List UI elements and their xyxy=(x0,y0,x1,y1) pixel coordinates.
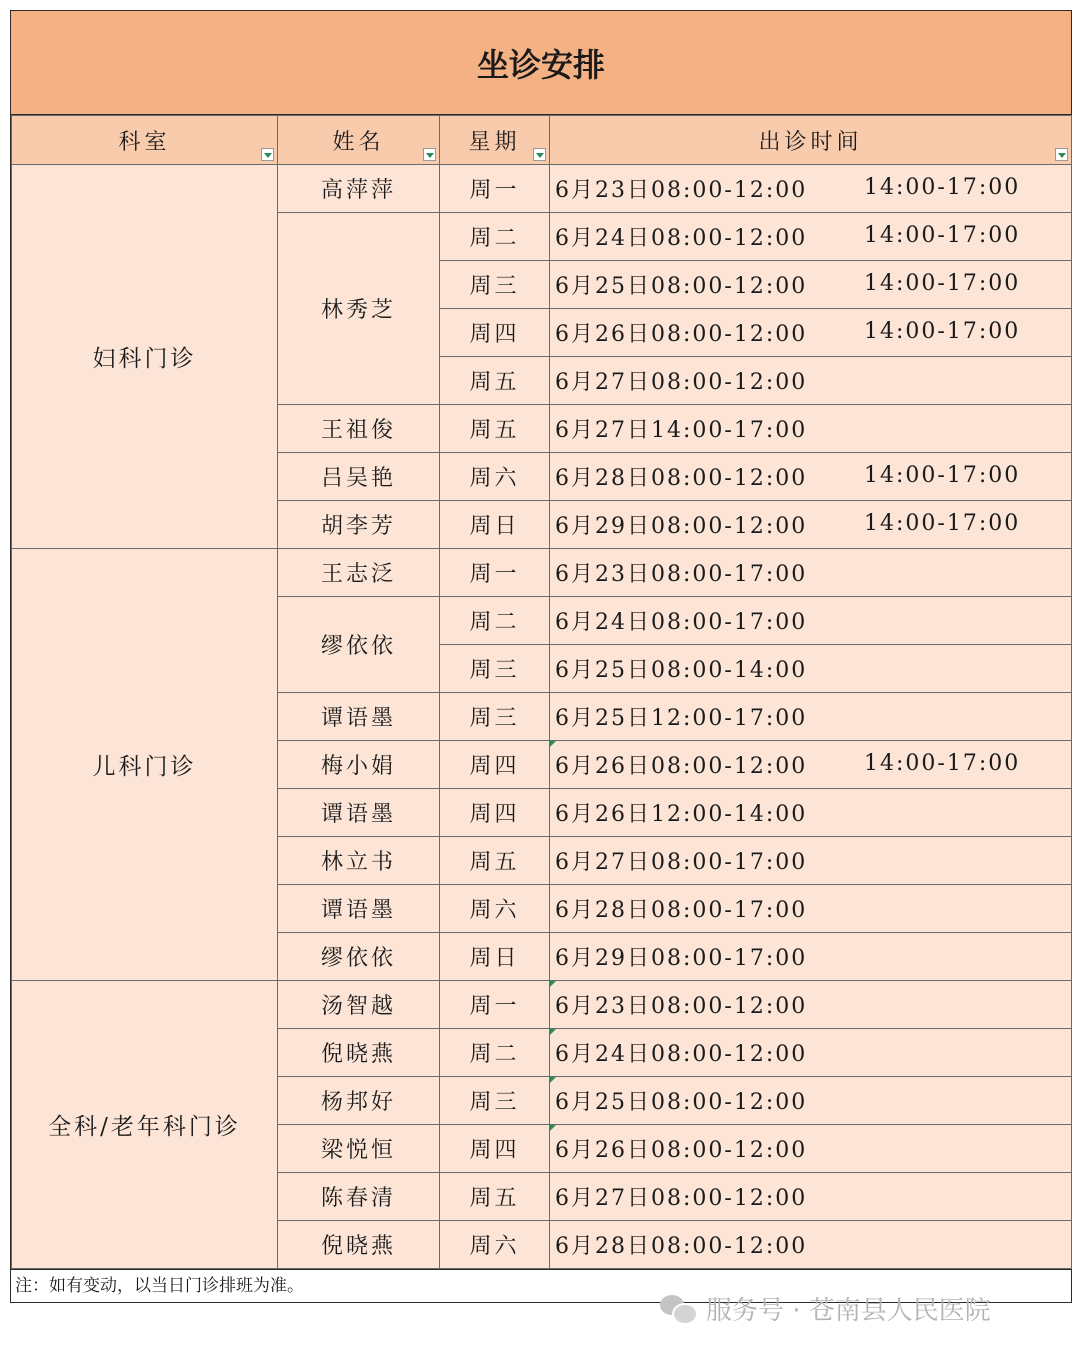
page-title: 坐诊安排 xyxy=(11,11,1071,115)
time-cell: 6月25日08:00-12:00 14:00-17:00 xyxy=(550,261,1072,309)
cell-comment-marker xyxy=(550,981,556,987)
table-row xyxy=(12,165,1072,213)
weekday-cell: 周一 xyxy=(440,165,550,213)
time-cell: 6月27日14:00-17:00 xyxy=(550,405,1072,453)
filter-dropdown-icon[interactable] xyxy=(533,148,546,161)
time-cell: 6月23日08:00-12:00 xyxy=(550,981,1072,1029)
time-cell: 6月27日08:00-12:00 xyxy=(550,357,1072,405)
doctor-name: 高萍萍 xyxy=(278,165,440,213)
weekday-cell: 周六 xyxy=(440,453,550,501)
weekday-cell: 周三 xyxy=(440,645,550,693)
weekday-cell: 周三 xyxy=(440,261,550,309)
watermark-text: 服务号 · 苍南县人民医院 xyxy=(706,1295,991,1326)
doctor-name: 谭语墨 xyxy=(278,693,440,741)
time-cell: 6月28日08:00-17:00 xyxy=(550,885,1072,933)
weekday-cell: 周二 xyxy=(440,597,550,645)
department-cell: 全科/老年科门诊 xyxy=(12,981,278,1269)
header-weekday: 星期 xyxy=(440,116,550,165)
header-time: 出诊时间 xyxy=(550,116,1072,165)
time-cell: 6月23日08:00-12:00 14:00-17:00 xyxy=(550,165,1072,213)
doctor-name: 杨邦好 xyxy=(278,1077,440,1125)
doctor-name: 林立书 xyxy=(278,837,440,885)
weekday-cell: 周五 xyxy=(440,357,550,405)
weekday-cell: 周日 xyxy=(440,501,550,549)
weekday-cell: 周二 xyxy=(440,213,550,261)
wechat-icon xyxy=(660,1293,696,1323)
weekday-cell: 周一 xyxy=(440,549,550,597)
time-cell: 6月28日08:00-12:00 14:00-17:00 xyxy=(550,453,1072,501)
cell-comment-marker xyxy=(550,1125,556,1131)
weekday-cell: 周一 xyxy=(440,981,550,1029)
table-row xyxy=(12,981,1072,1029)
time-cell: 6月29日08:00-17:00 xyxy=(550,933,1072,981)
header-department: 科室 xyxy=(12,116,278,165)
time-cell: 6月25日08:00-12:00 xyxy=(550,1077,1072,1125)
time-cell: 6月27日08:00-12:00 xyxy=(550,1173,1072,1221)
header-row xyxy=(12,116,1072,165)
time-cell: 6月24日08:00-12:00 14:00-17:00 xyxy=(550,213,1072,261)
time-cell: 6月26日08:00-12:00 14:00-17:00 xyxy=(550,309,1072,357)
time-cell: 6月26日08:00-12:00 xyxy=(550,1125,1072,1173)
filter-dropdown-icon[interactable] xyxy=(261,148,274,161)
schedule-table xyxy=(11,115,1072,1269)
cell-comment-marker xyxy=(550,741,556,747)
doctor-name: 陈春清 xyxy=(278,1173,440,1221)
weekday-cell: 周六 xyxy=(440,885,550,933)
doctor-name: 谭语墨 xyxy=(278,789,440,837)
time-cell: 6月26日12:00-14:00 xyxy=(550,789,1072,837)
doctor-name: 谭语墨 xyxy=(278,885,440,933)
time-cell: 6月27日08:00-17:00 xyxy=(550,837,1072,885)
doctor-name: 吕吴艳 xyxy=(278,453,440,501)
time-cell: 6月25日08:00-14:00 xyxy=(550,645,1072,693)
footnote: 注：如有变动，以当日门诊排班为准。 xyxy=(11,1269,1071,1302)
time-cell: 6月28日08:00-12:00 xyxy=(550,1221,1072,1269)
time-cell: 6月29日08:00-12:00 14:00-17:00 xyxy=(550,501,1072,549)
weekday-cell: 周四 xyxy=(440,789,550,837)
doctor-name: 梅小娟 xyxy=(278,741,440,789)
weekday-cell: 周五 xyxy=(440,1173,550,1221)
table-row xyxy=(12,549,1072,597)
schedule-sheet xyxy=(10,10,1072,1303)
cell-comment-marker xyxy=(550,1077,556,1083)
time-cell: 6月25日12:00-17:00 xyxy=(550,693,1072,741)
doctor-name: 倪晓燕 xyxy=(278,1029,440,1077)
department-cell: 儿科门诊 xyxy=(12,549,278,981)
header-name: 姓名 xyxy=(278,116,440,165)
doctor-name: 胡李芳 xyxy=(278,501,440,549)
department-cell: 妇科门诊 xyxy=(12,165,278,549)
weekday-cell: 周四 xyxy=(440,741,550,789)
doctor-name: 王祖俊 xyxy=(278,405,440,453)
weekday-cell: 周四 xyxy=(440,1125,550,1173)
time-cell: 6月26日08:00-12:00 14:00-17:00 xyxy=(550,741,1072,789)
doctor-name: 王志泛 xyxy=(278,549,440,597)
weekday-cell: 周日 xyxy=(440,933,550,981)
doctor-name: 缪依依 xyxy=(278,597,440,693)
filter-dropdown-icon[interactable] xyxy=(1055,148,1068,161)
weekday-cell: 周三 xyxy=(440,693,550,741)
doctor-name: 倪晓燕 xyxy=(278,1221,440,1269)
doctor-name: 梁悦恒 xyxy=(278,1125,440,1173)
weekday-cell: 周五 xyxy=(440,405,550,453)
weekday-cell: 周六 xyxy=(440,1221,550,1269)
cell-comment-marker xyxy=(550,1029,556,1035)
filter-dropdown-icon[interactable] xyxy=(423,148,436,161)
doctor-name: 汤智越 xyxy=(278,981,440,1029)
weekday-cell: 周四 xyxy=(440,309,550,357)
doctor-name: 林秀芝 xyxy=(278,213,440,405)
time-cell: 6月23日08:00-17:00 xyxy=(550,549,1072,597)
weekday-cell: 周三 xyxy=(440,1077,550,1125)
doctor-name: 缪依依 xyxy=(278,933,440,981)
weekday-cell: 周五 xyxy=(440,837,550,885)
time-cell: 6月24日08:00-17:00 xyxy=(550,597,1072,645)
weekday-cell: 周二 xyxy=(440,1029,550,1077)
watermark xyxy=(660,1290,991,1326)
time-cell: 6月24日08:00-12:00 xyxy=(550,1029,1072,1077)
